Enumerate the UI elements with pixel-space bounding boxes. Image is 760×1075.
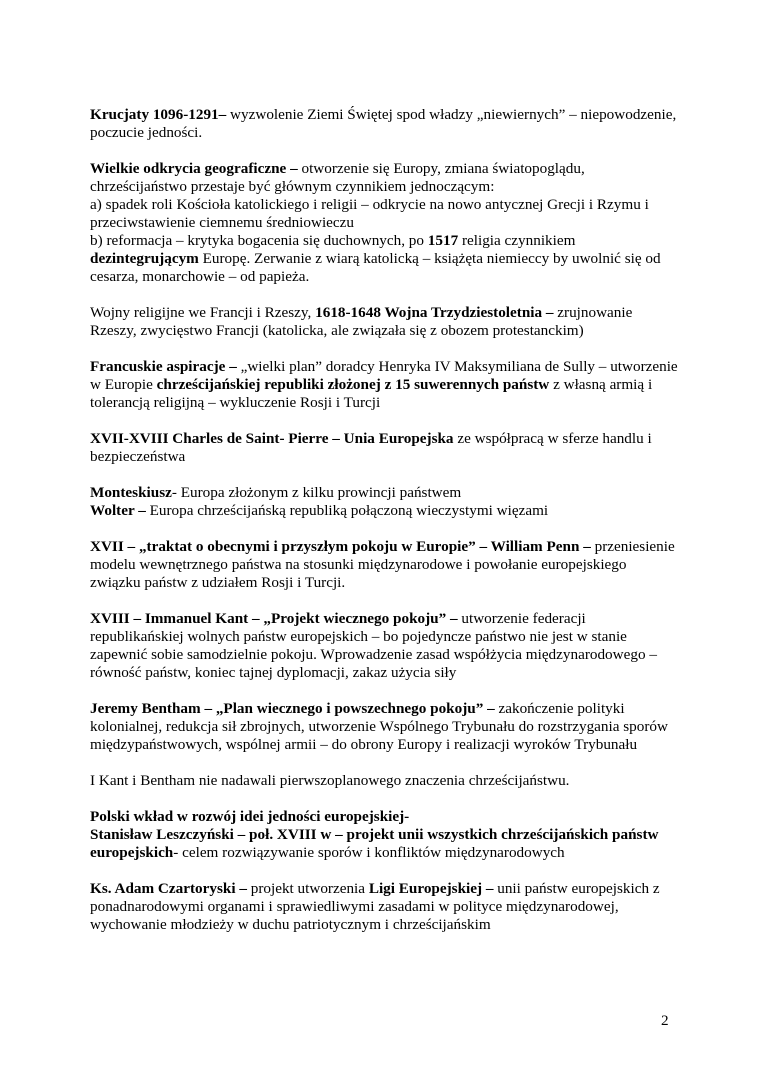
paragraph [90,880,680,934]
paragraph-line [90,232,680,286]
paragraph-line [90,196,680,232]
text: ze współpracą w sferze handlu i bezpieczeństwa [90,430,652,465]
paragraph-line [90,880,680,934]
bold-text: chrześcijańskiej republiki złożonej z 15 suwerennych państw [156,376,550,393]
paragraph-line [90,772,680,790]
bold-text: Wielkie odkrycia geograficzne – [90,160,298,177]
paragraph-line [90,430,680,466]
paragraph-line [90,538,680,592]
paragraph [90,610,680,682]
text: unii państw europejskich z ponadnarodowymi organami i sprawiedliwymi zasadami w polityce międzynarodowej, wychowanie młodzieży w duchu patriotycznym i chrześcijańskim [90,880,660,933]
bold-text: Krucjaty 1096-1291– [90,106,227,123]
text: religia czynnikiem [458,232,576,249]
bold-text: 1618-1648 Wojna Trzydziestoletnia – [315,304,554,321]
text: - Europa złożonym z kilku prowincji państwem [171,484,462,501]
bold-text: Wolter – [90,502,146,519]
paragraph-line [90,502,680,520]
paragraph-line [90,106,680,142]
text: „wielki plan” doradcy Henryka IV Maksymiliana de Sully – utworzenie w Europie [90,358,678,393]
bold-text: 1517 [427,232,459,249]
text: zrujnowanie Rzeszy, zwycięstwo Francji (katolicka, ale związała się z obozem protestanckim) [90,304,633,339]
bold-text: XVIII – Immanuel Kant – „Projekt wiecznego pokoju” – [90,610,458,627]
bold-text: Polski wkład w rozwój idei jedności europejskiej- [90,808,410,825]
bold-text: Ks. Adam Czartoryski – [90,880,247,897]
paragraph-line [90,358,680,412]
paragraph-line [90,826,680,862]
paragraph [90,430,680,466]
paragraph [90,160,680,286]
paragraph [90,358,680,412]
bold-text: Francuskie aspiracje – [90,358,237,375]
paragraph [90,106,680,142]
text: Europę. Zerwanie z wiarą katolicką – książęta niemieccy by uwolnić się od cesarza, monarchowie – od papieża. [90,250,661,285]
paragraph-line [90,484,680,502]
bold-text: Ligi Europejskiej – [368,880,494,897]
paragraph [90,772,680,790]
text: przeniesienie modelu wewnętrznego państwa na stosunki międzynarodowe i powołanie europejskiego związku państw z udziałem Rosji i Turcji. [90,538,675,591]
text: zakończenie polityki kolonialnej, redukcja sił zbrojnych, utworzenie Wspólnego Trybunału do rozstrzygania sporów międzypaństwowych, wspólnej armii – do obrony Europy i realizacji wyroków Trybunału [90,700,668,753]
paragraph [90,484,680,520]
text: utworzenie federacji republikańskiej wolnych państw europejskich – bo pojedyncze państwo nie jest w stanie zapewnić sobie samodzielnie pokoju. Wprowadzenie zasad współżycia międzynarodowego – równość państw, koniec tajnej dyplomacji, zakaz użycia siły [90,610,657,681]
text: z własną armią i tolerancją religijną – wykluczenie Rosji i Turcji [90,376,653,411]
paragraph-line [90,304,680,340]
bold-text: Jeremy Bentham – „Plan wiecznego i powszechnego pokoju” – [90,700,495,717]
text: projekt utworzenia [246,880,369,897]
paragraph-line [90,700,680,754]
page-number: 2 [661,1012,669,1029]
paragraph [90,808,680,862]
text: wyzwolenie Ziemi Świętej spod władzy „niewiernych” – niepowodzenie, poczucie jedności. [90,106,677,141]
text: - celem rozwiązywanie sporów i konfliktów międzynarodowych [173,844,565,861]
paragraph [90,304,680,340]
bold-text: XVII-XVIII Charles de Saint- Pierre – Unia Europejska [90,430,454,447]
paragraph-line [90,610,680,682]
text: Wojny religijne we Francji i Rzeszy, [90,304,316,321]
bold-text: Stanisław Leszczyński – poł. XVIII w – projekt unii wszystkich chrześcijańskich państw europejskich [90,826,659,861]
bold-text: Monteskiusz [90,484,172,501]
document-body [90,106,680,934]
bold-text: XVII – „traktat o obecnymi i przyszłym pokoju w Europie” – William Penn – [90,538,591,555]
paragraph-line [90,808,680,826]
text: otworzenie się Europy, zmiana światopoglądu, chrześcijaństwo przestaje być głównym czynnikiem jednoczącym: [90,160,585,195]
paragraph [90,700,680,754]
text: I Kant i Bentham nie nadawali pierwszoplanowego znaczenia chrześcijaństwu. [90,772,570,789]
text: b) reformacja – krytyka bogacenia się duchownych, po [90,232,428,249]
text: Europa chrześcijańską republiką połączoną wieczystymi więzami [145,502,549,519]
paragraph-line [90,160,680,196]
bold-text: dezintegrującym [90,250,199,267]
paragraph [90,538,680,592]
text: a) spadek roli Kościoła katolickiego i religii – odkrycie na nowo antycznej Grecji i Rzymu i przeciwstawienie ciemnemu średniowieczu [90,196,649,231]
